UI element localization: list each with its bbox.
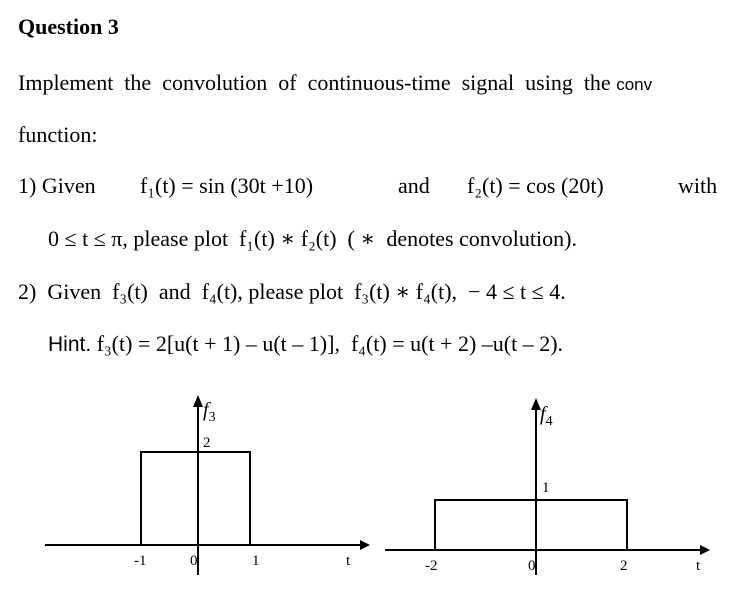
f1-expression: f₁(t) = sin (30t +10) bbox=[140, 173, 314, 198]
f4-tick-0: 0 bbox=[528, 558, 536, 574]
f3-tick-minus-1: -1 bbox=[134, 553, 147, 569]
f2-expression: f₂(t) = cos (20t) bbox=[467, 173, 604, 198]
item1-with: with bbox=[678, 173, 718, 198]
f3-vertical-axis-arrow bbox=[193, 395, 203, 407]
f3-figure bbox=[40, 390, 370, 580]
f4-pulse bbox=[435, 500, 627, 550]
item1-number: 1) bbox=[18, 173, 37, 198]
item2-line1: 2) Given f₃(t) and f₄(t), please plot f₃(t) ∗ f₄(t), − 4 ≤ t ≤ 4. bbox=[18, 279, 566, 304]
f4-height-label: 1 bbox=[542, 480, 550, 496]
hint-label: Hint. bbox=[48, 333, 92, 356]
f4-tick-minus-2: -2 bbox=[425, 558, 438, 574]
f3-height-label: 2 bbox=[203, 435, 211, 451]
f4-figure bbox=[380, 390, 720, 580]
hint-line bbox=[48, 331, 563, 357]
f4-t-axis-arrow bbox=[700, 545, 710, 555]
f3-t-label: t bbox=[346, 553, 351, 569]
f3-pulse bbox=[141, 452, 250, 545]
intro-text: Implement the convolution of continuous-time signal using the bbox=[18, 70, 611, 95]
item1-and: and bbox=[398, 173, 430, 198]
f3-tick-1: 1 bbox=[252, 553, 260, 569]
f3-tick-0: 0 bbox=[190, 553, 198, 569]
f4-t-label: t bbox=[696, 558, 701, 574]
item1-label bbox=[18, 173, 96, 199]
item1-given: Given bbox=[41, 173, 96, 198]
intro-line-2: function: bbox=[18, 122, 98, 147]
f3-t-axis-arrow bbox=[360, 540, 370, 550]
question-heading: Question 3 bbox=[18, 14, 119, 39]
f3-label: $f_3$ bbox=[203, 399, 216, 425]
item1-line2: 0 ≤ t ≤ π, please plot f₁(t) ∗ f₂(t) ( ∗ denotes convolution). bbox=[48, 226, 577, 251]
conv-code-word: conv bbox=[616, 75, 653, 94]
f4-tick-2: 2 bbox=[620, 558, 628, 574]
f4-label: $f_4$ bbox=[540, 403, 553, 429]
intro-line-1 bbox=[18, 70, 652, 96]
hint-expression: f₃(t) = 2[u(t + 1) – u(t – 1)], f₄(t) = u(t + 2) –u(t – 2). bbox=[96, 331, 564, 356]
